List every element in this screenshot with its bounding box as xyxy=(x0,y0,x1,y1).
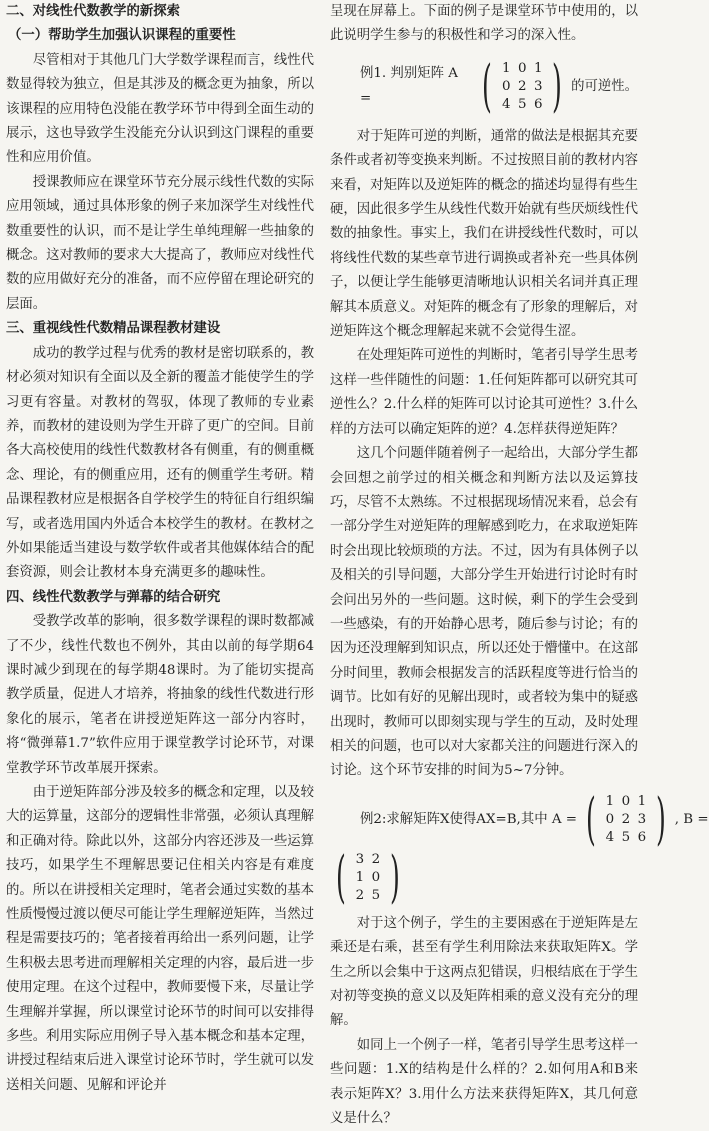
matrix-cell: 1 xyxy=(355,869,365,885)
matrix-cell: 1 xyxy=(637,793,647,809)
paragraph: 如同上一个例子一样，笔者引导学生思考这样一些问题：1.X的结构是什么样的？2.如何用A和B来表示矩阵X？3.用什么方法来获得矩阵X，其几何意义是什么？ xyxy=(330,1037,638,1127)
matrix-cell: 0 xyxy=(501,78,511,94)
matrix-cell: 3 xyxy=(637,811,647,827)
paragraph: 受教学改革的影响，很多数学课程的课时数都减了不少，线性代数也不例外，其由以前的每学期64课时减少到现在的每学期48课时。为了能切实提高教学质量，促进人才培养，将抽象的线性代数进行形象化的展示，笔者在讲授逆矩阵这一部分内容时，将“微弹幕1.7”软件应用于课堂教学讨论环节，对课堂教学环节改革展开探索。 xyxy=(6,614,314,776)
matrix-cell: 6 xyxy=(533,96,543,112)
matrix-cell: 2 xyxy=(621,811,631,827)
paragraph: 在处理矩阵可逆性的判断时，笔者引导学生思考这样一些伴随性的问题：1.任何矩阵都可以研究其可逆性么？2.什么样的矩阵可以讨论其可逆性？3.什么样的方法可以确定矩阵的逆？4.怎样获得逆矩阵？ xyxy=(330,348,638,437)
matrix-b: ( 3 2 1 0 2 5 ) xyxy=(336,844,400,910)
matrix-cell: 2 xyxy=(371,851,381,867)
matrix-cell: 6 xyxy=(637,829,647,845)
example-1 xyxy=(360,53,639,119)
example-2-mid: , B = xyxy=(674,811,709,827)
matrix-cell: 5 xyxy=(517,96,527,112)
matrix-cell: 0 xyxy=(621,793,631,809)
matrix-cell: 0 xyxy=(605,811,615,827)
paragraph: 授课教师应在课堂环节充分展示线性代数的实际应用领域，通过具体形象的例子来加深学生对线性代数重要性的认识，而不是让学生单纯理解一些抽象的概念。这对教师的要求大大提高了，教师应对线性代数的应用做好充分的准备，而不应停留在理论研究的层面。 xyxy=(6,174,314,312)
matrix-cell: 1 xyxy=(533,60,543,76)
right-column xyxy=(330,0,709,1131)
subsection-heading-1: （一）帮助学生加强认识课程的重要性 xyxy=(8,28,236,44)
example-1-prefix: 例1. 判别矩阵 A = xyxy=(360,66,458,106)
matrix-cell: 3 xyxy=(533,78,543,94)
example-1-suffix: 的可逆性。 xyxy=(571,78,639,94)
paragraph: 呈现在屏幕上。下面的例子是课堂环节中使用的，以此说明学生参与的积极性和学习的深入性。 xyxy=(330,4,638,44)
matrix-cell: 1 xyxy=(501,60,511,76)
matrix-a-grid xyxy=(498,60,546,114)
matrix-a: ( 1 0 1 0 2 3 4 5 6 ) xyxy=(482,53,563,119)
matrix-cell: 0 xyxy=(517,60,527,76)
matrix-cell: 2 xyxy=(355,887,365,903)
matrix-cell: 3 xyxy=(355,851,365,867)
paragraph: 由于逆矩阵部分涉及较多的概念和定理，以及较大的运算量，这部分的逻辑性非常强，必须认真理解和正确对待。除此以外，这部分内容还涉及一些运算技巧，如果学生不理解思要记住相关内容是有难度的。所以在讲授相关定理时，笔者会通过实数的基本性质慢慢过渡以便尽可能让学生理解逆矩阵，当然过程是需要技巧的；笔者接着再给出一系列问题，让学生积极去思考进而理解相关定理的内容，最后进一步使用定理。在这个过程中，教师要慢下来，尽量让学生理解并掌握，所以课堂讨论环节的时间可以安排得多些。利用实际应用例子导入基本概念和基本定理，讲授过程结束后进入课堂讨论环节时，学生就可以发送相关问题、见解和评论并 xyxy=(6,785,314,1093)
section-heading-2: 二、对线性代数教学的新探索 xyxy=(6,4,181,19)
paragraph: 尽管相对于其他几门大学数学课程而言，线性代数显得较为独立，但是其涉及的概念更为抽象，所以该课程的应用特色没能在教学环节中得到全面生动的展示，这也导致学生没能充分认识到这门课程的重要性和应用价值。 xyxy=(6,52,314,166)
matrix-cell: 4 xyxy=(605,829,615,845)
left-column xyxy=(6,0,314,1098)
matrix-b-grid xyxy=(352,851,384,905)
paragraph: 对于这个例子，学生的主要困惑在于逆矩阵是左乘还是右乘，甚至有学生利用除法来获取矩阵X。学生之所以会集中于这两点犯错误，归根结底在于学生对初等变换的意义以及矩阵相乘的意义没有充分的理解。 xyxy=(330,915,638,1029)
matrix-cell: 5 xyxy=(621,829,631,845)
matrix-a-grid xyxy=(602,793,650,847)
example-2 xyxy=(330,786,709,852)
paragraph: 对于矩阵可逆的判断，通常的做法是根据其充要条件或者初等变换来判断。不过按照目前的教材内容来看，对矩阵以及逆矩阵的概念的描述均显得有些生硬，因此很多学生从线性代数开始就有些厌烦线性代数的抽象性。事实上，我们在讲授线性代数时，可以将线性代数的某些章节进行调换或者补充一些具体例子，以便让学生能够更清晰地认识相关名词并真正理解其本质意义。对矩阵的概念有了形象的理解后，对逆矩阵这个概念理解起来就不会觉得生涩。 xyxy=(330,128,638,340)
paragraph: 这几个问题伴随着例子一起给出，大部分学生都会回想之前学过的相关概念和判断方法以及运算技巧，尽管不太熟练。不过根据现场情况来看，总会有一部分学生对逆矩阵的理解感到吃力，在求取逆矩阵时会出现比较烦琐的方法。不过，因为有具体例子以及相关的引导问题，大部分学生开始进行讨论时有时会问出另外的一些问题。这时候，剩下的学生会受到一些感染，有的开始静心思考，随后参与讨论；有的因为还没理解到知识点，所以还处于懵懂中。在这部分时间里，教师会根据发言的活跃程度等进行恰当的调节。比如有好的见解出现时，或者较为集中的疑惑出现时，教师可以即刻实现与学生的互动，及时处理相关的问题，也可以对大家都关注的问题进行深入的讨论。这个环节安排的时间为5~7分钟。 xyxy=(330,446,638,779)
matrix-a: ( 1 0 1 0 2 3 4 5 6 ) xyxy=(586,786,666,852)
matrix-cell: 1 xyxy=(605,793,615,809)
example-2-prefix: 例2:求解矩阵X使得AX=B,其中 A = xyxy=(360,811,578,827)
section-heading-4: 四、线性代数教学与弹幕的结合研究 xyxy=(6,589,221,605)
matrix-cell: 4 xyxy=(501,96,511,112)
matrix-cell: 2 xyxy=(517,78,527,94)
matrix-cell: 5 xyxy=(371,887,381,903)
section-heading-3: 三、重视线性代数精品课程教材建设 xyxy=(6,321,221,337)
paragraph: 成功的教学过程与优秀的教材是密切联系的，教材必须对知识有全面以及全新的覆盖才能使学生的学习更有容量。对教材的驾驭，体现了教师的专业素养，而教材的建设则为学生开辟了更广的空间。目前各大高校使用的线性代数教材各有侧重，有的侧重概念、理论，有的侧重应用，还有的侧重学生考研。精品课程教材应是根据各自学校学生的特征自行组织编写，或者选用国内外适合本校学生的教材。在教材之外如果能适当建设与数学软件或者其他媒体结合的配套资源，则会让教材本身充满更多的趣味性。 xyxy=(6,345,314,581)
matrix-cell: 0 xyxy=(371,869,381,885)
